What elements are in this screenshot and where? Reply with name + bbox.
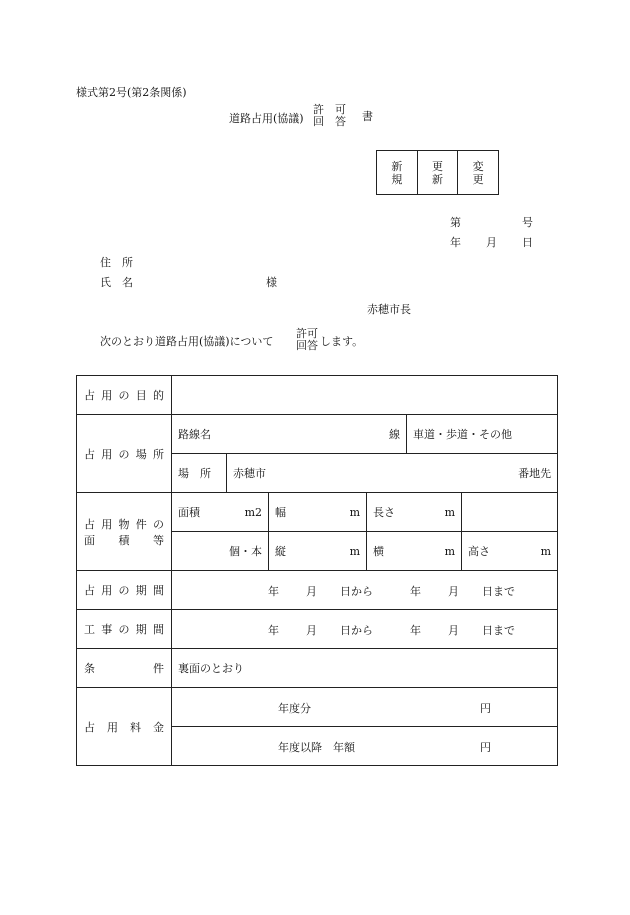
- row-location-route: [77, 415, 558, 454]
- count-unit: 個・本: [229, 545, 262, 558]
- location-label: 占 用 の 場 所: [77, 415, 172, 493]
- height-unit: m: [540, 544, 552, 558]
- width-label: 幅: [275, 506, 286, 519]
- area-unit: m2: [244, 505, 262, 519]
- row-work-period: [77, 610, 558, 649]
- road-type: 車道・歩道・その他: [413, 428, 512, 441]
- vertical-label: 縦: [275, 545, 286, 558]
- row-conditions: [77, 649, 558, 688]
- kind-renew: 更 新: [418, 151, 459, 194]
- kind-change: 変 更: [472, 159, 484, 186]
- vertical-cell[interactable]: [269, 532, 367, 571]
- count-cell[interactable]: [172, 532, 269, 571]
- place-value-cell[interactable]: [227, 454, 558, 493]
- title-choice-bottom: 回 答: [313, 115, 346, 128]
- date-month: 月: [486, 236, 497, 249]
- date-day: 日: [522, 236, 533, 249]
- place-label-cell: [172, 454, 227, 493]
- form-number: 様式第2号(第2条関係): [76, 86, 187, 99]
- width-unit: m: [349, 505, 360, 519]
- period-value[interactable]: 年 月 日から 年 月 日まで: [172, 571, 558, 610]
- address-label: 住 所: [100, 256, 133, 269]
- purpose-label: 占 用 の 目 的: [77, 376, 172, 415]
- objects-label: 占 用 物 件 の 面 積 等: [77, 493, 172, 571]
- city: 赤穂市: [233, 467, 266, 480]
- width-cell[interactable]: [269, 493, 367, 532]
- row-period: [77, 571, 558, 610]
- title-main: 道路占用(協議): [229, 112, 304, 125]
- title-suffix: 書: [362, 110, 373, 123]
- horizontal-label: 横: [373, 545, 384, 558]
- horizontal-cell[interactable]: [367, 532, 462, 571]
- body-prefix: 次のとおり道路占用(協議)について: [100, 335, 274, 348]
- horizontal-unit: m: [444, 544, 455, 558]
- date-year: 年: [450, 236, 461, 249]
- objects-blank-cell[interactable]: [462, 493, 558, 532]
- row-purpose: [77, 376, 558, 415]
- length-cell[interactable]: [367, 493, 462, 532]
- area-cell[interactable]: [172, 493, 269, 532]
- vertical-unit: m: [349, 544, 360, 558]
- conditions-value[interactable]: 裏面のとおり: [172, 649, 558, 688]
- row-objects-1: [77, 493, 558, 532]
- route-name-cell[interactable]: [172, 415, 407, 454]
- line-label: 線: [389, 428, 400, 441]
- place-label: 場 所: [178, 467, 211, 480]
- purpose-value[interactable]: [172, 376, 558, 415]
- height-label: 高さ: [468, 545, 490, 558]
- permit-table: [76, 375, 558, 766]
- fee-annual-cell[interactable]: 年度以降 年額 円: [172, 727, 558, 766]
- length-unit: m: [444, 505, 455, 519]
- kind-new: 新 規: [377, 151, 418, 194]
- issuer: 赤穂市長: [367, 303, 411, 316]
- number-dai: 第: [450, 216, 461, 229]
- work-period-label: 工 事 の 期 間: [77, 610, 172, 649]
- number-go: 号: [522, 216, 533, 229]
- body-choice: 許可 回答: [296, 327, 318, 352]
- fee-fiscal-cell[interactable]: 年度分 円: [172, 688, 558, 727]
- route-name: 路線名: [178, 428, 211, 441]
- road-type-cell[interactable]: [407, 415, 558, 454]
- application-kind-box: [376, 150, 499, 195]
- height-cell[interactable]: [462, 532, 558, 571]
- row-fee-1: [77, 688, 558, 727]
- banchisaki: 番地先: [518, 467, 552, 480]
- conditions-label: 条 件: [77, 649, 172, 688]
- period-label: 占 用 の 期 間: [77, 571, 172, 610]
- work-period-value[interactable]: 年 月 日から 年 月 日まで: [172, 610, 558, 649]
- name-label: 氏 名: [100, 276, 133, 289]
- title-choice: [313, 104, 346, 128]
- sama: 様: [266, 276, 277, 289]
- body-suffix: します。: [320, 335, 364, 348]
- length-label: 長さ: [373, 506, 395, 519]
- title-choice-top: 許 可: [313, 103, 346, 116]
- fee-label: 占 用 料 金: [77, 688, 172, 766]
- area-label: 面積: [178, 506, 200, 519]
